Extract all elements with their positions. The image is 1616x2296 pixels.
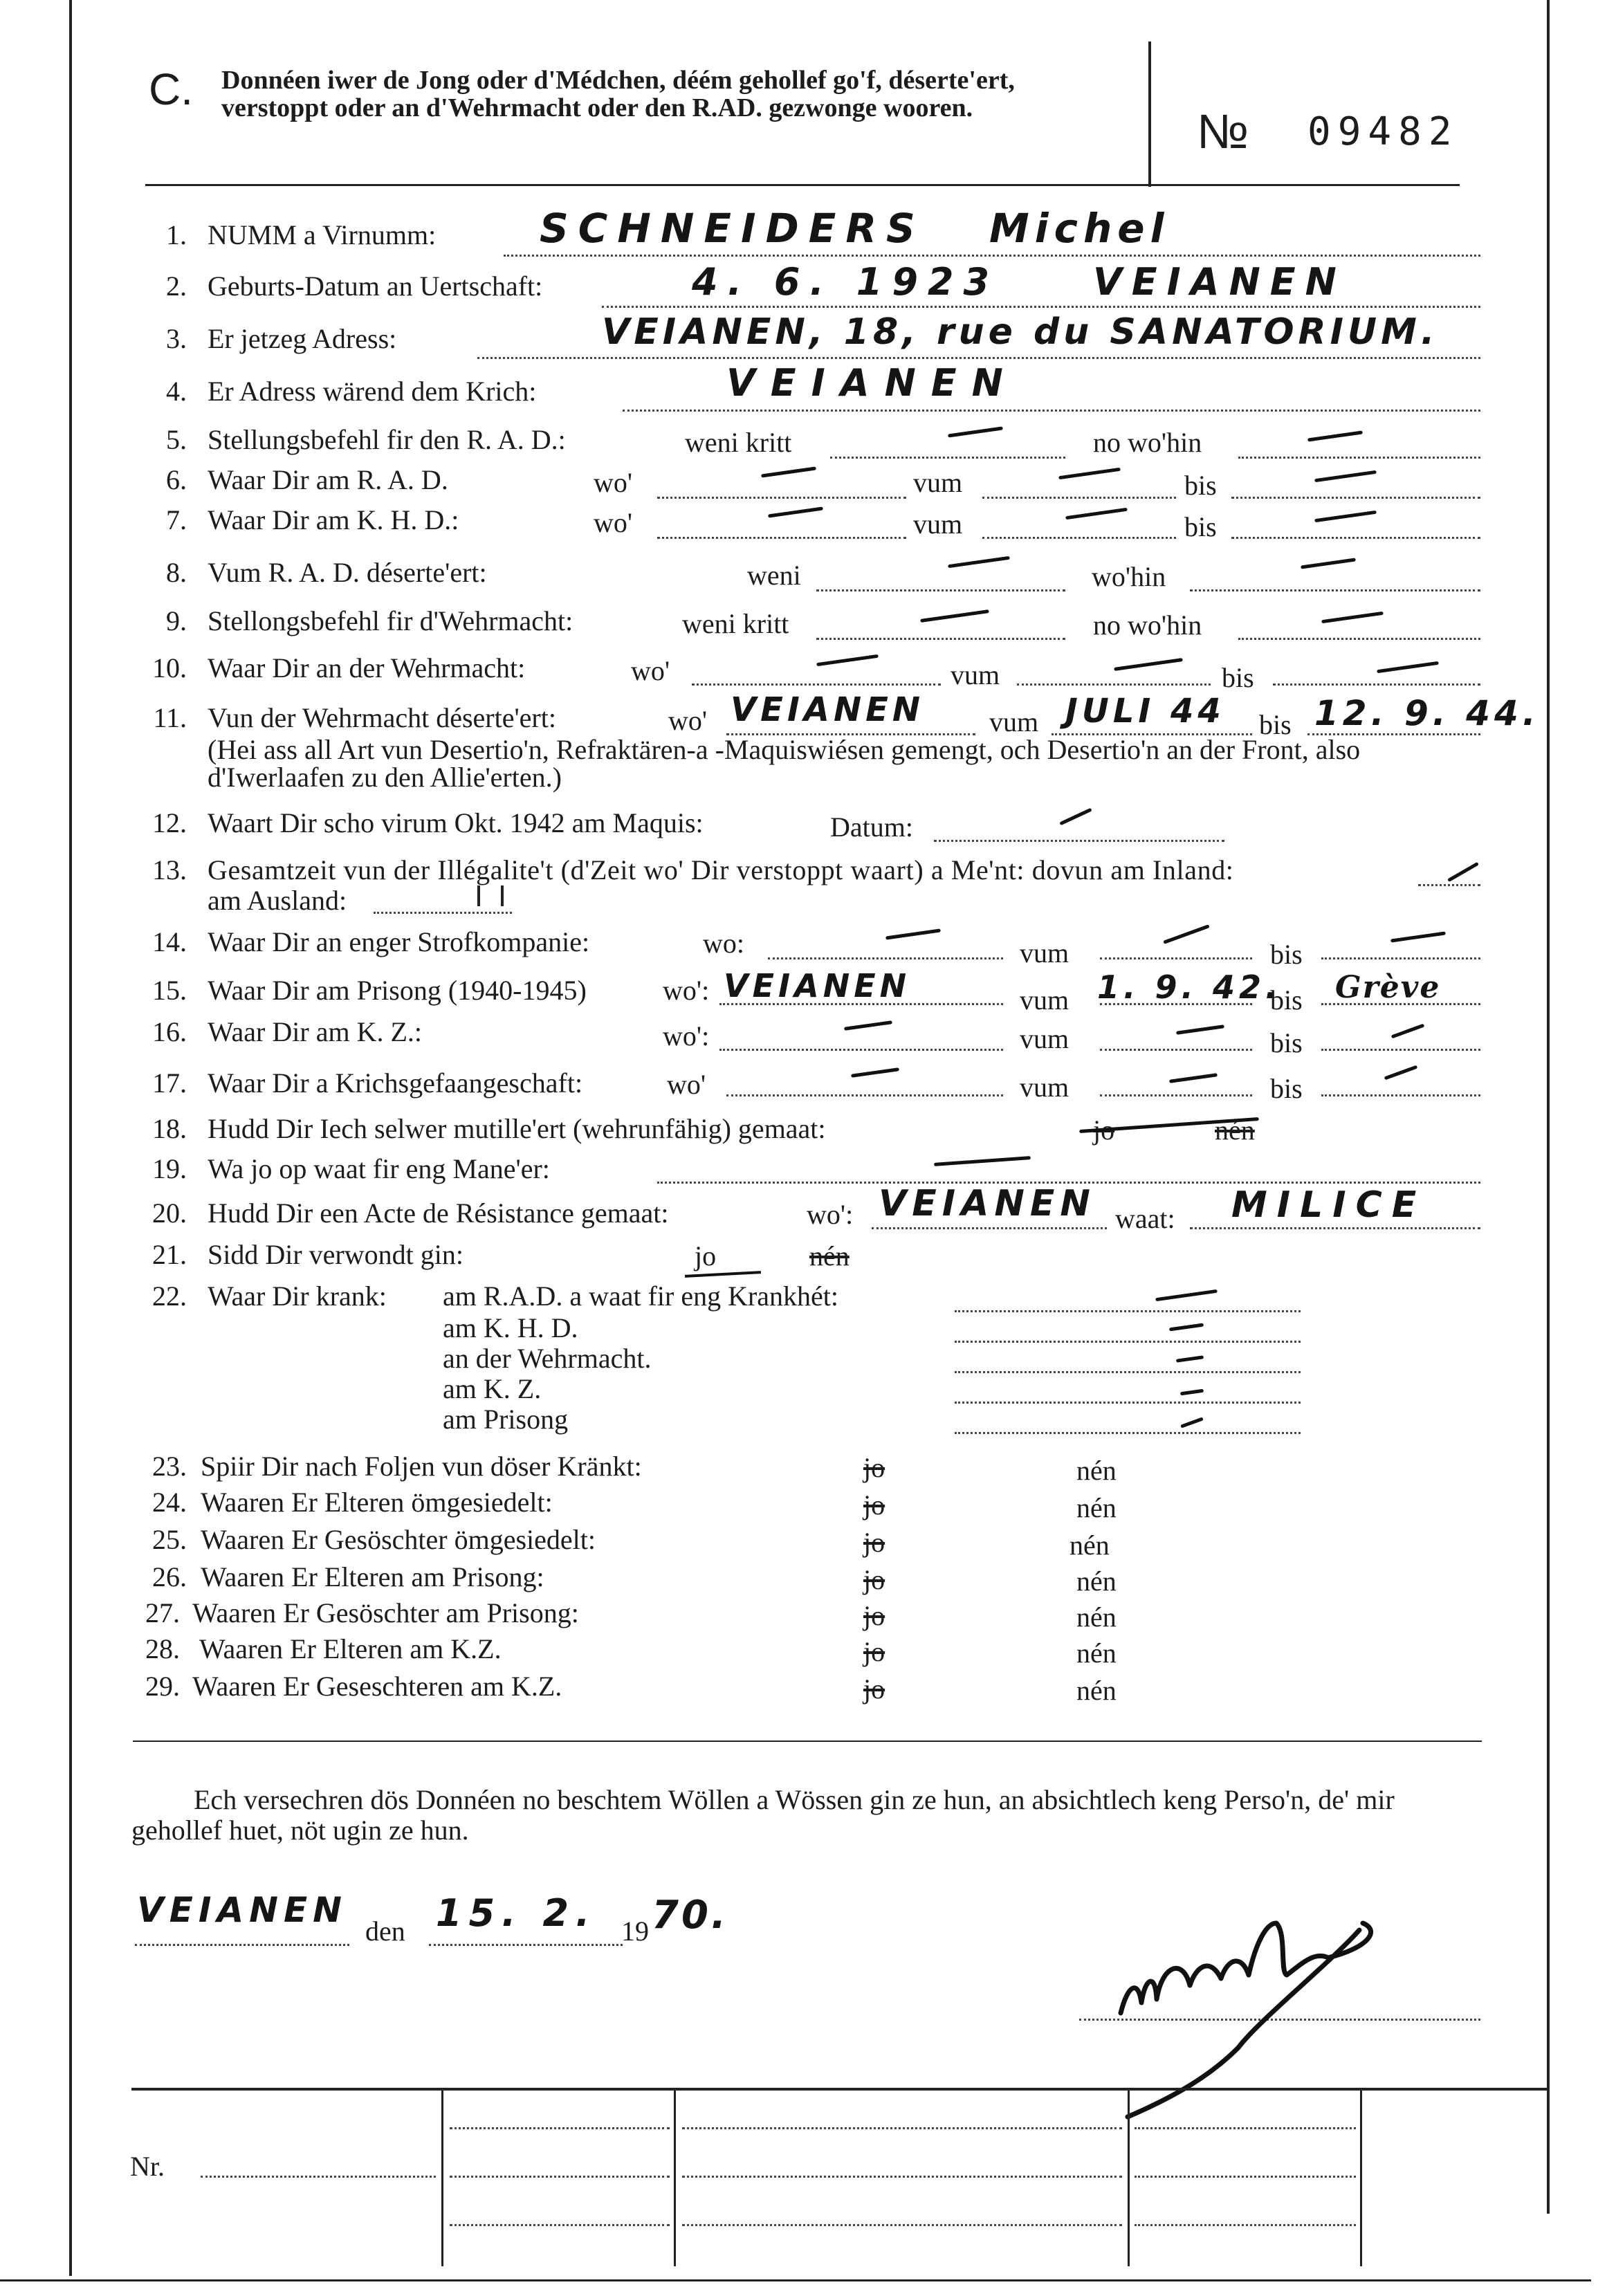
option-nen: nén	[809, 1240, 850, 1271]
field-a-label: wo'	[667, 1069, 706, 1100]
row-number: 25.	[152, 1524, 187, 1555]
field-a-label: wo':	[663, 1020, 710, 1051]
footer-field	[682, 2224, 1122, 2226]
field-line	[1017, 683, 1211, 686]
row-label: Stellungsbefehl fir den R. A. D.:	[208, 424, 566, 455]
row-label: Waar Dir a Krichsgefaangeschaft:	[208, 1067, 583, 1099]
row-label: Waar Dir am K. Z.:	[208, 1016, 422, 1047]
footer-top-rule	[131, 2088, 1550, 2091]
option-nen: nén	[1076, 1565, 1117, 1597]
field-line	[830, 457, 1065, 459]
field-line	[602, 306, 1480, 308]
section-letter: C.	[149, 64, 193, 114]
field-line	[816, 589, 1065, 591]
row-number: 3.	[166, 323, 187, 354]
empty-dash	[1155, 1289, 1218, 1301]
empty-mark	[477, 885, 504, 906]
field-c-label: bis	[1259, 709, 1292, 740]
option-nen: nén	[1076, 1601, 1117, 1633]
field-b-label: no wo'hin	[1093, 427, 1202, 458]
row-label: Waaren Er Elteren am K.Z.	[199, 1633, 502, 1664]
field-line	[623, 410, 1480, 412]
row-number: 9.	[166, 605, 187, 636]
row-label: Hudd Dir Iech selwer mutille'ert (wehrunfähig) gemaat:	[208, 1113, 826, 1144]
empty-dash	[1384, 1065, 1418, 1081]
empty-dash	[1390, 931, 1446, 942]
field-a-label: wo'	[594, 467, 633, 498]
footer-field	[201, 2176, 436, 2178]
row-number: 12.	[152, 807, 187, 838]
field-b-label: vum	[913, 467, 963, 498]
empty-dash	[1176, 1355, 1204, 1363]
declaration-text: Ech versechren dös Donnéen no beschtem Wöllen a Wössen gin ze hun, an absichtlech keng Perso'n, de' mir gehollef huet, nöt ugin ze hun.	[131, 1784, 1395, 1846]
field-line	[1321, 1049, 1480, 1051]
address-hand: VEIANEN, 18, rue du SANATORIUM.	[602, 311, 1439, 353]
signature-stroke	[1121, 1923, 1371, 2013]
prison-place-hand: VEIANEN	[724, 967, 911, 1004]
field-b-label: vum	[1020, 1072, 1069, 1103]
field-line	[1321, 1094, 1480, 1096]
row-number: 11.	[153, 702, 187, 733]
row-number: 4.	[166, 376, 187, 407]
row-label: Wa jo op waat fir eng Mane'er:	[208, 1153, 550, 1184]
field-line	[726, 1094, 1003, 1096]
footer-field	[450, 2127, 670, 2129]
empty-dash	[1169, 1073, 1218, 1083]
row-label: NUMM a Virnumm:	[208, 219, 437, 250]
field-line	[1418, 884, 1480, 886]
field-c-label: bis	[1270, 1027, 1303, 1058]
field-line	[429, 1944, 623, 1946]
field-line	[768, 957, 1003, 959]
row-label: Waar Dir am R. A. D.	[208, 464, 448, 495]
option-jo: jo	[863, 1636, 885, 1667]
year-prefix: 19	[621, 1916, 649, 1947]
option-jo: jo	[863, 1600, 885, 1631]
row-number: 27.	[145, 1597, 180, 1628]
row-number: 22.	[152, 1280, 187, 1312]
row-number: 26.	[152, 1561, 187, 1592]
footer-nr-label: Nr.	[130, 2151, 165, 2182]
empty-dash	[816, 654, 879, 666]
field-a-label: wo'	[668, 705, 708, 736]
field-c-label: bis	[1222, 662, 1254, 693]
empty-dash	[885, 928, 941, 939]
empty-dash	[1180, 1417, 1204, 1428]
row-number: 24.	[152, 1487, 187, 1518]
field-a-label: weni	[747, 560, 801, 591]
desertion-from-hand: JULI 44	[1065, 692, 1225, 731]
option-nen: nén	[1069, 1530, 1110, 1561]
row-label: Waar Dir an enger Strofkompanie:	[208, 926, 590, 957]
field-line	[955, 1341, 1301, 1343]
field-line	[1100, 1049, 1252, 1051]
den-label: den	[365, 1916, 405, 1947]
field-b-label: vum	[989, 706, 1039, 737]
row-label: Spiir Dir nach Foljen vun döser Kränkt:	[201, 1451, 642, 1482]
field-line	[1100, 1094, 1252, 1096]
field-line	[1231, 497, 1480, 499]
war-address-hand: VEIANEN	[726, 361, 1018, 405]
empty-dash	[1377, 661, 1439, 673]
empty-dash	[844, 1020, 892, 1031]
empty-dash	[920, 609, 989, 623]
empty-dash	[1059, 808, 1092, 826]
empty-dash	[1065, 508, 1128, 520]
sub-label: an der Wehrmacht.	[443, 1343, 652, 1374]
row-label: Waaren Er Elteren am Prisong:	[201, 1561, 544, 1592]
row-label: Hudd Dir een Acte de Résistance gemaat:	[208, 1197, 669, 1229]
field-a-label: Datum:	[830, 811, 913, 843]
field-a-label: wo':	[807, 1199, 854, 1230]
row-number: 21.	[152, 1239, 187, 1270]
field-b-label: wo'hin	[1092, 561, 1166, 592]
sub-label: am K. H. D.	[443, 1312, 578, 1343]
footer-field	[1135, 2127, 1356, 2129]
field-line	[1190, 589, 1480, 591]
field-line	[719, 1049, 1003, 1051]
field-line	[872, 1227, 1107, 1229]
field-b-label: vum	[1020, 937, 1069, 968]
option-jo: jo	[695, 1240, 717, 1271]
field-c-label: bis	[1184, 470, 1217, 501]
footer-field	[1135, 2176, 1356, 2178]
prison-from-hand: 1. 9. 42.	[1097, 968, 1282, 1006]
row-number: 15.	[152, 975, 187, 1006]
field-line	[657, 537, 906, 539]
empty-dash	[1169, 1323, 1204, 1332]
row-number: 17.	[152, 1067, 187, 1099]
field-line	[692, 683, 941, 686]
field-c-label: bis	[1270, 984, 1303, 1016]
footer-field	[450, 2224, 670, 2226]
surname-hand: SCHNEIDERS	[540, 205, 925, 252]
row-label: Geburts-Datum an Uertschaft:	[208, 270, 543, 302]
field-line	[1321, 957, 1480, 959]
resistance-place-hand: VEIANEN	[879, 1183, 1096, 1224]
field-line	[504, 255, 1480, 257]
row-label: Sidd Dir verwondt gin:	[208, 1239, 463, 1270]
row-number: 16.	[152, 1016, 187, 1047]
field-b-label: vum	[913, 508, 963, 540]
option-nen: nén	[1215, 1114, 1255, 1146]
field-a-label: wo:	[703, 928, 744, 959]
left-border	[69, 0, 72, 2276]
field-b-label: vum	[951, 659, 1000, 690]
number-symbol: №	[1197, 104, 1249, 158]
row-label-2: am Ausland:	[208, 885, 347, 916]
field-a-label: wo':	[663, 975, 710, 1006]
right-border	[1547, 0, 1550, 2214]
option-nen: nén	[1076, 1637, 1117, 1669]
field-line	[934, 840, 1224, 842]
date-hand: 15. 2.	[436, 1891, 597, 1935]
footer-col-2	[674, 2088, 676, 2266]
row-label: Waaren Er Elteren ömgesiedelt:	[201, 1487, 553, 1518]
footer-field	[682, 2176, 1122, 2178]
row-label: Waar Dir am K. H. D.:	[208, 504, 459, 535]
row-label: Waar Dir krank:	[208, 1280, 387, 1312]
option-jo: jo	[863, 1489, 885, 1521]
empty-dash	[1301, 558, 1356, 569]
option-jo: jo	[863, 1673, 885, 1705]
footer-field	[450, 2176, 670, 2178]
empty-dash	[1321, 612, 1384, 623]
row-number: 23.	[152, 1451, 187, 1482]
sub-label: am Prisong	[443, 1404, 569, 1435]
row-number: 19.	[152, 1153, 187, 1184]
row-label: Stellongsbefehl fir d'Wehrmacht:	[208, 605, 573, 636]
row-number: 18.	[152, 1113, 187, 1144]
footer-field	[1135, 2224, 1356, 2226]
empty-dash	[1163, 924, 1209, 944]
field-line	[955, 1371, 1301, 1373]
row-label: Er Adress wärend dem Krich:	[208, 376, 537, 407]
field-line	[1238, 457, 1480, 459]
field-line	[657, 497, 906, 499]
row-number: 10.	[152, 652, 187, 683]
year-hand: 70.	[652, 1893, 729, 1938]
row-label: Vum R. A. D. déserte'ert:	[208, 557, 487, 588]
field-line	[816, 638, 1065, 640]
empty-dash	[768, 506, 823, 517]
row-number: 28.	[145, 1633, 180, 1664]
field-line	[374, 912, 512, 914]
field-c-label: bis	[1184, 511, 1217, 542]
field-line	[1273, 683, 1480, 686]
row-label: Waaren Er Gesöschter ömgesiedelt:	[201, 1524, 596, 1555]
option-nen: nén	[1076, 1455, 1117, 1486]
empty-dash	[761, 466, 816, 477]
desertion-until-hand: 12. 9. 44.	[1314, 693, 1540, 733]
field-line	[982, 497, 1176, 499]
row-number: 14.	[152, 926, 187, 957]
option-jo: jo	[863, 1527, 885, 1558]
row-number: 8.	[166, 557, 187, 588]
row-number: 6.	[166, 464, 187, 495]
empty-dash	[1307, 430, 1363, 441]
section-title: Donnéen iwer de Jong oder d'Médchen, déém gehollef go'f, déserte'ert, verstoppt oder an d'Wehrmacht oder den R.AD. gezwonge wooren.	[221, 66, 1015, 122]
row-note: (Hei ass all Art vun Desertio'n, Refraktären-a -Maquiswiésen gemengt, och Desertio'n an der Front, also d'Iwerlaafen zu den Allie'erten.)	[208, 734, 1361, 793]
option-nen: nén	[1076, 1492, 1117, 1523]
section-rule	[133, 1741, 1482, 1742]
empty-dash	[1447, 862, 1479, 882]
field-line	[1100, 957, 1252, 959]
empty-dash	[1314, 511, 1377, 522]
row-number: 29.	[145, 1671, 180, 1702]
row-label: Waart Dir scho virum Okt. 1942 am Maquis:	[208, 807, 704, 838]
row-label: Gesamtzeit vun der Illégalite't (d'Zeit wo' Dir verstoppt waart) a Me'nt: dovun am Inland:	[208, 854, 1234, 885]
birthdate-hand: 4. 6. 1923	[692, 260, 1000, 304]
row-number: 20.	[152, 1197, 187, 1229]
footer-field	[682, 2127, 1122, 2129]
signature-image	[1079, 1882, 1384, 2131]
empty-dash	[948, 556, 1010, 568]
field-a-label: weni kritt	[685, 427, 792, 458]
footer-col-3	[1128, 2088, 1130, 2266]
header-rule	[145, 184, 1460, 186]
underline-mark	[685, 1271, 761, 1278]
prison-until-hand: Grève	[1335, 970, 1441, 1005]
sub-label: am K. Z.	[443, 1373, 542, 1404]
field-a-label: wo'	[631, 655, 670, 686]
field-c-label: bis	[1270, 1073, 1303, 1104]
row-label: Waaren Er Gesöschter am Prisong:	[192, 1597, 579, 1628]
place-hand: VEIANEN	[137, 1890, 347, 1930]
resistance-act-hand: MILICE	[1231, 1184, 1426, 1226]
option-jo: jo	[863, 1564, 885, 1595]
empty-dash	[1058, 468, 1121, 479]
desertion-place-hand: VEIANEN	[731, 690, 925, 729]
field-line	[1231, 537, 1480, 539]
field-line	[1190, 1227, 1480, 1229]
field-b-label: vum	[1020, 984, 1069, 1016]
field-c-label: bis	[1270, 939, 1303, 970]
field-b-label: vum	[1020, 1023, 1069, 1054]
option-jo: jo	[863, 1452, 885, 1483]
field-line	[982, 537, 1176, 539]
field-line	[955, 1310, 1301, 1312]
field-a-label: wo'	[594, 507, 633, 538]
empty-dash	[1180, 1389, 1204, 1396]
firstname-hand: Michel	[989, 205, 1170, 252]
row-number: 5.	[166, 424, 187, 455]
empty-dash	[1176, 1025, 1224, 1035]
header-divider	[1148, 42, 1151, 187]
field-line	[955, 1402, 1301, 1404]
row-label: Waaren Er Geseschteren am K.Z.	[192, 1671, 562, 1702]
field-line	[955, 1432, 1301, 1434]
empty-dash	[934, 1156, 1031, 1166]
form-number: 09482	[1307, 109, 1459, 154]
empty-dash	[1314, 470, 1377, 482]
empty-dash	[1114, 658, 1183, 671]
empty-dash	[1391, 1024, 1425, 1039]
field-line	[477, 357, 1480, 359]
field-b-label: no wo'hin	[1093, 609, 1202, 641]
row-label: Waar Dir am Prisong (1940-1945)	[208, 975, 587, 1006]
row-number: 1.	[166, 219, 187, 250]
birthplace-hand: VEIANEN	[1093, 260, 1346, 304]
row-label: Vun der Wehrmacht déserte'ert:	[208, 702, 556, 733]
empty-dash	[851, 1067, 899, 1078]
empty-dash	[948, 426, 1003, 437]
row-label: Waar Dir an der Wehrmacht:	[208, 652, 526, 683]
row-number: 13.	[152, 854, 187, 885]
option-nen: nén	[1076, 1675, 1117, 1706]
field-line	[1238, 638, 1480, 640]
footer-col-4	[1360, 2088, 1362, 2266]
field-line	[135, 1944, 349, 1946]
footer-col-1	[441, 2088, 443, 2266]
field-a-label: weni kritt	[682, 608, 789, 639]
field-b-label: waat:	[1115, 1203, 1175, 1234]
row-label: Er jetzeg Adress:	[208, 323, 397, 354]
bottom-border	[0, 2279, 1591, 2281]
sub-label: am R.A.D. a waat fir eng Krankhét:	[443, 1280, 839, 1312]
row-number: 7.	[166, 504, 187, 535]
row-number: 2.	[166, 270, 187, 302]
